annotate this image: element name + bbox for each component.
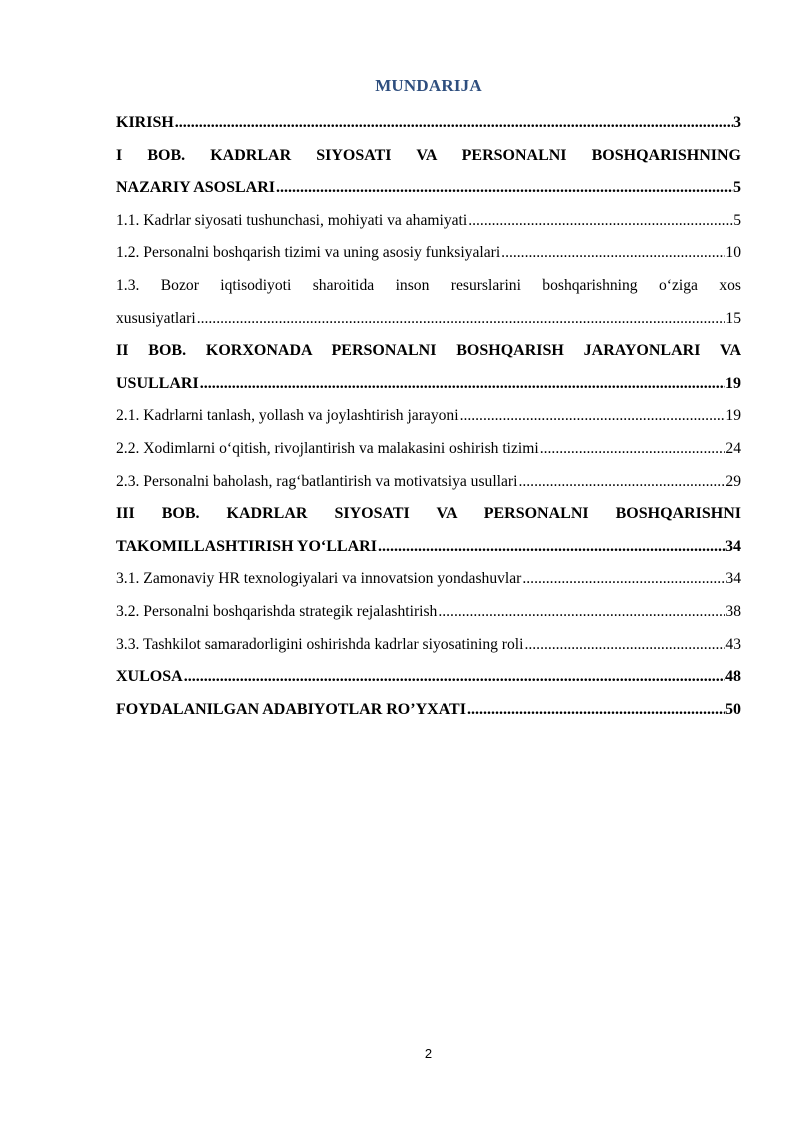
- toc-leader-dots: [276, 172, 733, 205]
- toc-page-number: 34: [725, 537, 741, 555]
- toc-entry-label: 3.2. Personalni boshqarishda strategik rejalashtirish: [116, 602, 438, 620]
- toc-leader-dots: [540, 433, 726, 466]
- toc-entry-label: TAKOMILLASHTIRISH YO‘LLARI: [116, 537, 377, 555]
- toc-entry-label: 3.1. Zamonaviy HR texnologiyalari va innovatsion yondashuvlar: [116, 570, 522, 588]
- toc-leader-dots: [200, 368, 725, 401]
- toc-leader-dots: [501, 237, 725, 270]
- toc-entry-2-3[interactable]: [116, 466, 741, 499]
- toc-page-number: 3: [733, 114, 741, 131]
- toc-leader-dots: [467, 694, 725, 727]
- toc-leader-dots: [175, 107, 733, 140]
- toc-entry-bob2[interactable]: [116, 368, 741, 401]
- toc-entry-bob1[interactable]: [116, 172, 741, 205]
- toc-entry-bob3[interactable]: [116, 531, 741, 564]
- toc-entry-2-2[interactable]: [116, 433, 741, 466]
- toc-entry-3-2[interactable]: [116, 596, 741, 629]
- toc-entry-label: 2.1. Kadrlarni tanlash, yollash va joylashtirish jarayoni: [116, 407, 459, 425]
- toc-entry-1-2[interactable]: [116, 237, 741, 270]
- toc-page-number: 5: [733, 179, 741, 197]
- page-title: MUNDARIJA: [375, 76, 482, 95]
- toc-entry-label: KIRISH: [116, 114, 174, 131]
- toc-leader-dots: [460, 400, 726, 433]
- toc-entry-label: 1.2. Personalni boshqarish tizimi va uning asosiy funksiyalari: [116, 244, 501, 262]
- toc-entry-label: xususiyatlari: [116, 309, 196, 327]
- toc-page-number: 10: [725, 244, 741, 262]
- toc-entry-label: XULOSA: [116, 668, 183, 686]
- toc-entry-label: 1.1. Kadrlar siyosati tushunchasi, mohiyati va ahamiyati: [116, 211, 468, 229]
- toc-entry-xulosa[interactable]: [116, 661, 741, 694]
- toc-entry-bob1-line1[interactable]: I BOB. KADRLAR SIYOSATI VA PERSONALNI BOSHQARISHNING: [116, 146, 741, 164]
- toc-entry-label: FOYDALANILGAN ADABIYOTLAR RO’YXATI: [116, 700, 466, 718]
- toc-entry-label: 2.3. Personalni baholash, rag‘batlantirish va motivatsiya usullari: [116, 472, 518, 490]
- footer-page-number: 2: [424, 1046, 433, 1061]
- toc-page-number: 38: [725, 602, 741, 620]
- toc-page-number: 43: [725, 635, 741, 653]
- toc-page-number: 19: [725, 374, 741, 392]
- toc-page-number: 5: [733, 211, 741, 229]
- toc-page-number: 15: [725, 309, 741, 327]
- toc-entry-1-3-line1[interactable]: 1.3. Bozor iqtisodiyoti sharoitida inson resurslarini boshqarishning o‘ziga xos: [116, 276, 741, 294]
- toc-page-number: 50: [725, 700, 741, 718]
- toc-entry-bob3-line1[interactable]: III BOB. KADRLAR SIYOSATI VA PERSONALNI BOSHQARISHNI: [116, 505, 741, 523]
- toc-entry-3-3[interactable]: [116, 629, 741, 662]
- toc-page-number: 29: [725, 472, 741, 490]
- toc-page-number: 48: [725, 668, 741, 686]
- toc-entry-1-3[interactable]: [116, 303, 741, 336]
- toc-entry-label: 2.2. Xodimlarni o‘qitish, rivojlantirish va malakasini oshirish tizimi: [116, 439, 539, 457]
- toc-leader-dots: [197, 303, 726, 336]
- toc-page-number: 19: [725, 407, 741, 425]
- toc-page-number: 34: [725, 570, 741, 588]
- toc-entry-label: 3.3. Tashkilot samaradorligini oshirishda kadrlar siyosatining roli: [116, 635, 524, 653]
- toc-leader-dots: [184, 661, 725, 694]
- toc-leader-dots: [378, 531, 725, 564]
- toc-entry-label: NAZARIY ASOSLARI: [116, 179, 275, 197]
- toc-entry-kirish[interactable]: [116, 107, 741, 140]
- toc-leader-dots: [524, 629, 725, 662]
- toc-entry-1-1[interactable]: [116, 205, 741, 238]
- toc-leader-dots: [468, 205, 733, 238]
- toc-entry-bob2-line1[interactable]: II BOB. KORXONADA PERSONALNI BOSHQARISH JARAYONLARI VA: [116, 342, 741, 360]
- toc-entry-label: USULLARI: [116, 374, 199, 392]
- toc-leader-dots: [518, 466, 725, 499]
- toc-leader-dots: [438, 596, 725, 629]
- table-of-contents: [116, 107, 741, 726]
- toc-entry-3-1[interactable]: [116, 563, 741, 596]
- toc-entry-adabiyotlar[interactable]: [116, 694, 741, 727]
- toc-page-number: 24: [725, 439, 741, 457]
- toc-entry-2-1[interactable]: [116, 400, 741, 433]
- toc-leader-dots: [522, 563, 725, 596]
